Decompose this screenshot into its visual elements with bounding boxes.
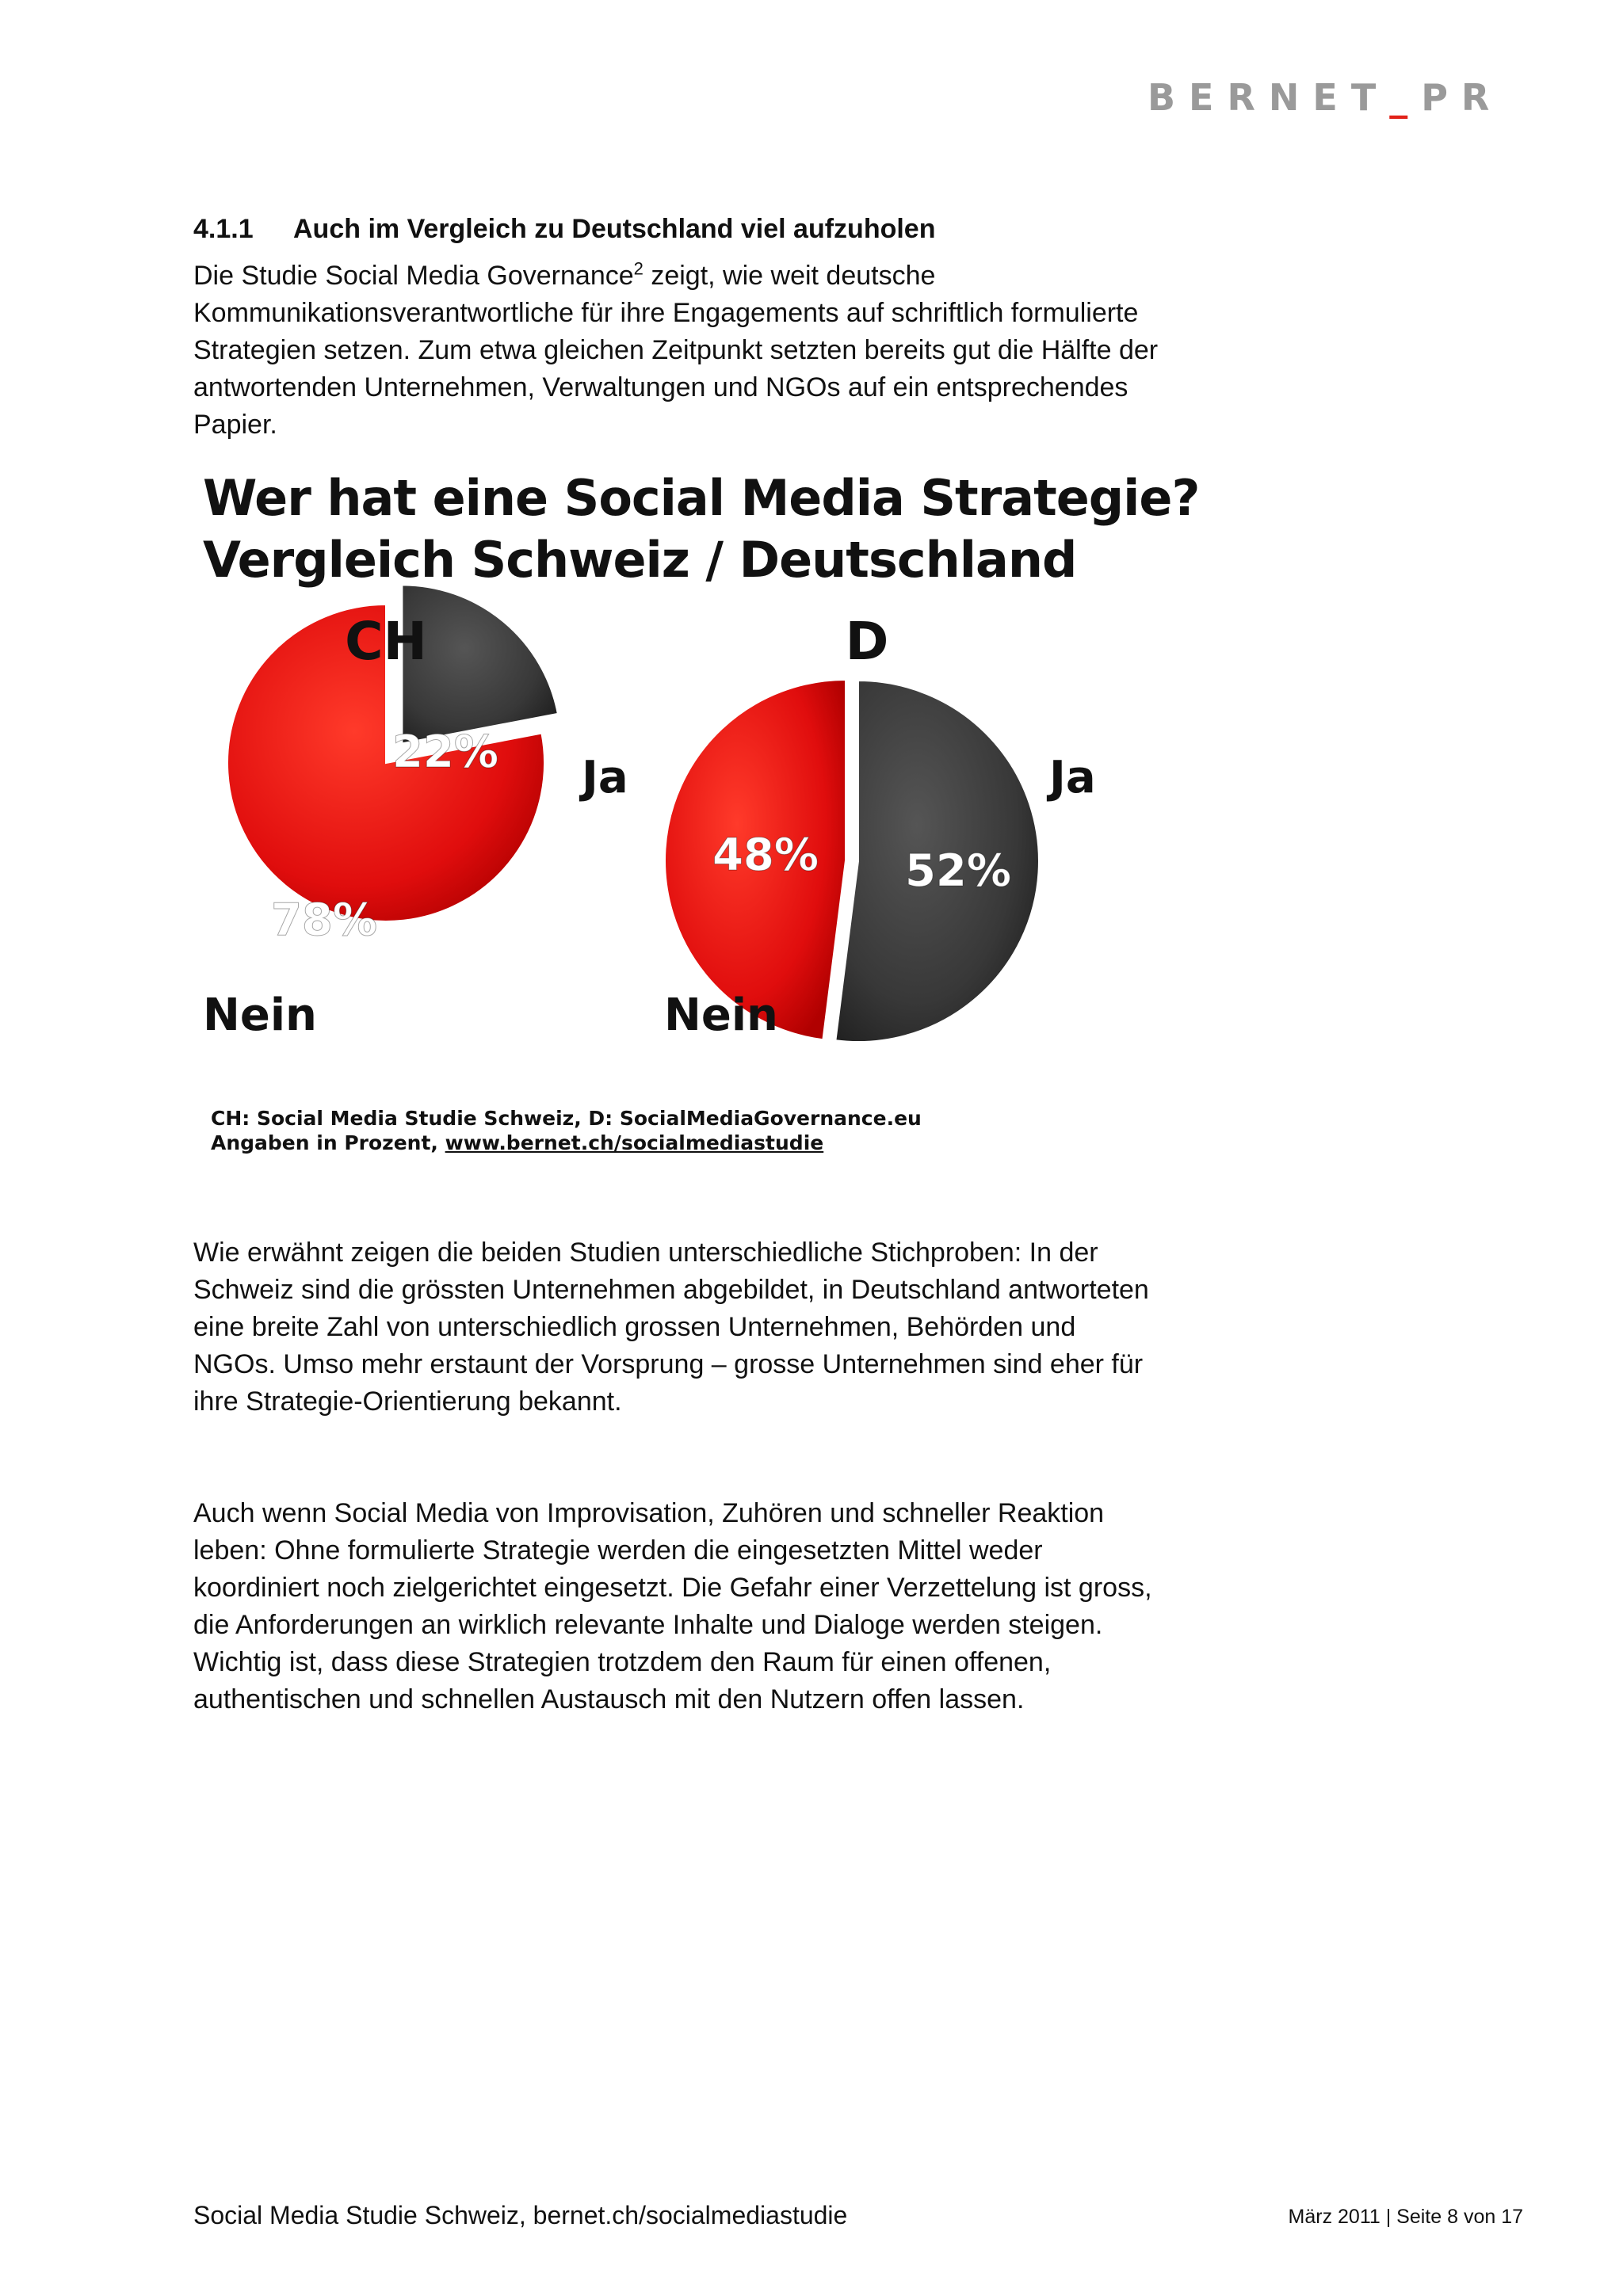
section-heading — [193, 214, 1224, 245]
section-number: 4.1.1 — [193, 214, 254, 244]
slice-label-ch-nein: Nein — [203, 990, 317, 1041]
logo-main-text: BERNET — [1148, 76, 1390, 119]
study-link[interactable]: www.bernet.ch/socialmediastudie — [445, 1131, 824, 1154]
chart-title-line-2: Vergleich Schweiz / Deutschland — [203, 531, 1077, 589]
pie-title-d: D — [845, 611, 889, 672]
source-line-1: CH: Social Media Studie Schweiz, D: SocialMediaGovernance.eu — [211, 1107, 922, 1130]
section-title: Auch im Vergleich zu Deutschland viel aufzuholen — [293, 214, 936, 244]
value-label-ch-ja: 22% — [391, 727, 499, 778]
chart-source-note — [211, 1106, 1083, 1155]
footer-page-info: März 2011 | Seite 8 von 17 — [1288, 2206, 1523, 2228]
pie-chart-figure — [193, 467, 1200, 1180]
source-line-2-prefix: Angaben in Prozent, — [211, 1131, 445, 1154]
value-label-d-ja: 52% — [904, 845, 1012, 897]
logo-suffix-text: PR — [1421, 76, 1503, 119]
chart-title — [203, 467, 1200, 591]
footnote-marker: 2 — [633, 258, 643, 279]
slice-label-ch-ja: Ja — [582, 752, 628, 803]
paragraph-conclusion: Auch wenn Social Media von Improvisation, Zuhören und schneller Reaktion leben: Ohne formulierte Strategie werden die eingesetzten Mittel weder koordiniert noch zielgerichtet eingesetzt. Die Gefahr einer Verzettelung ist gross, die Anforderungen an wirklich relevante Inhalte und Dialoge werden steigen. Wichtig ist, dass diese Strategien trotzdem den Raum für einen offenen, authentischen und schnellen Austausch mit den Nutzern offen lassen. — [193, 1498, 1152, 1714]
slice-label-d-ja: Ja — [1049, 752, 1096, 803]
pie-title-ch: CH — [345, 611, 427, 672]
bernet-pr-logo — [1148, 76, 1528, 124]
footer-left: Social Media Studie Schweiz, bernet.ch/socialmediastudie — [193, 2201, 848, 2229]
paragraph-intro-text: Die Studie Social Media Governance — [193, 261, 634, 291]
value-label-ch-nein: 78% — [270, 894, 378, 946]
chart-title-line-1: Wer hat eine Social Media Strategie? — [203, 469, 1200, 527]
paragraph-samples: Wie erwähnt zeigen die beiden Studien unterschiedliche Stichproben: In der Schweiz sind die grössten Unternehmen abgebildet, in Deutschland antworteten eine breite Zahl von unterschiedlich grossen Unternehmen, Behörden und NGOs. Umso mehr erstaunt der Vorsprung – grosse Unternehmen sind eher für ihre Strategie-Orientierung bekannt. — [193, 1238, 1149, 1417]
source-line-2 — [211, 1131, 1083, 1155]
paragraph-intro — [193, 257, 1160, 444]
logo-separator: _ — [1389, 76, 1422, 119]
value-label-d-nein: 48% — [712, 830, 819, 881]
paragraph-intro-text-cont: zeigt, wie weit deutsche Kommunikationsverantwortliche für ihre Engagements auf schriftlich formulierte Strategien setzen. Zum etwa gleichen Zeitpunkt setzten bereits gut die Hälfte der antwortenden Unternehmen, Verwaltungen und NGOs auf ein entsprechendes Papier. — [193, 261, 1159, 440]
slice-label-d-nein: Nein — [664, 990, 778, 1041]
